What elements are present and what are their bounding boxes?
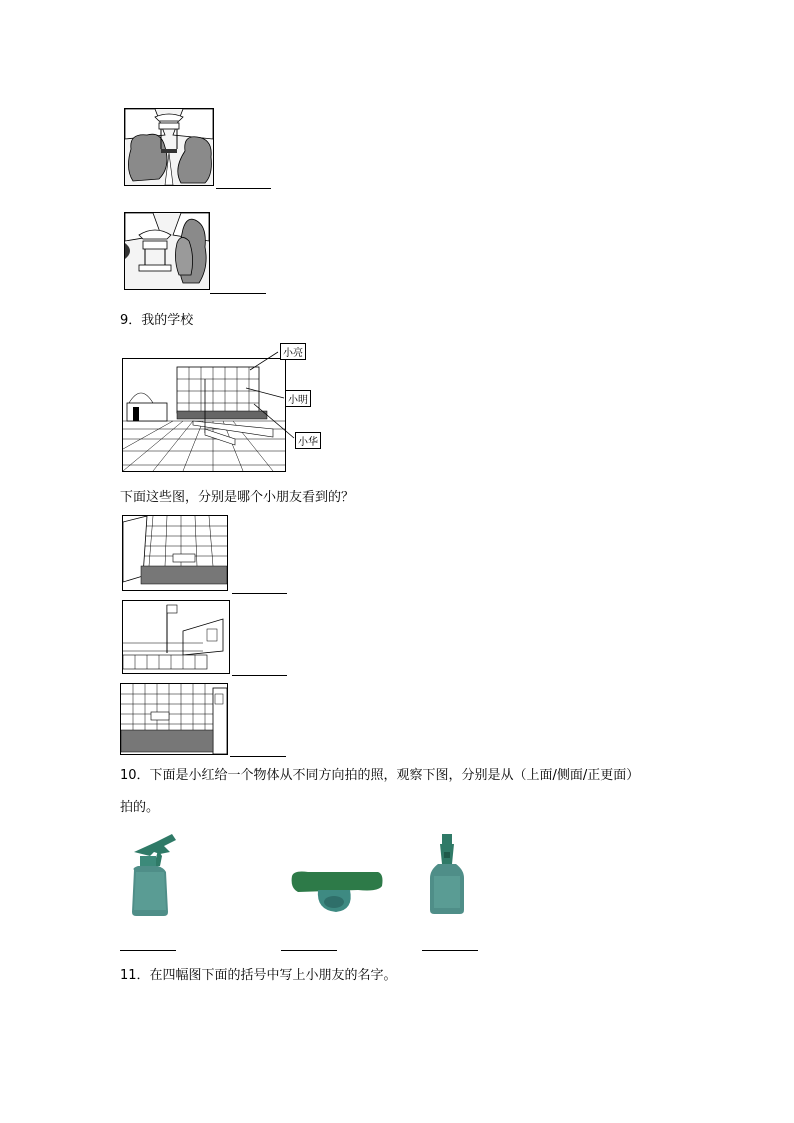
answer-blank[interactable] bbox=[230, 756, 286, 757]
label-xiaohua: 小华 bbox=[295, 432, 321, 449]
view-picture-2 bbox=[122, 600, 230, 674]
answer-blank[interactable] bbox=[120, 950, 176, 951]
answer-blank[interactable] bbox=[232, 675, 287, 676]
question-9-title: 9．我的学校 bbox=[120, 313, 194, 328]
question-9-prompt: 下面这些图，分别是哪个小朋友看到的？ bbox=[120, 490, 355, 505]
pavilion-picture-side bbox=[124, 212, 210, 290]
spray-bottle-side-photo bbox=[124, 832, 184, 920]
question-10-line2: 拍的。 bbox=[120, 800, 160, 815]
label-xiaoming: 小明 bbox=[285, 390, 311, 407]
view-picture-3 bbox=[120, 683, 228, 755]
answer-blank[interactable] bbox=[422, 950, 478, 951]
question-10-line1: 10．下面是小红给一个物体从不同方向拍的照，观察下图，分别是从（上面/侧面/正更面） bbox=[120, 768, 640, 783]
pavilion-picture-front bbox=[124, 108, 214, 186]
answer-blank[interactable] bbox=[216, 188, 271, 189]
answer-blank[interactable] bbox=[210, 293, 266, 294]
answer-blank[interactable] bbox=[232, 593, 287, 594]
view-picture-1 bbox=[122, 515, 228, 591]
question-11-text: 11．在四幅图下面的括号中写上小朋友的名字。 bbox=[120, 968, 397, 983]
answer-blank[interactable] bbox=[281, 950, 337, 951]
spray-bottle-front-photo bbox=[428, 834, 468, 918]
label-xiaoliang: 小亮 bbox=[280, 343, 306, 360]
spray-bottle-top-photo bbox=[288, 866, 384, 918]
